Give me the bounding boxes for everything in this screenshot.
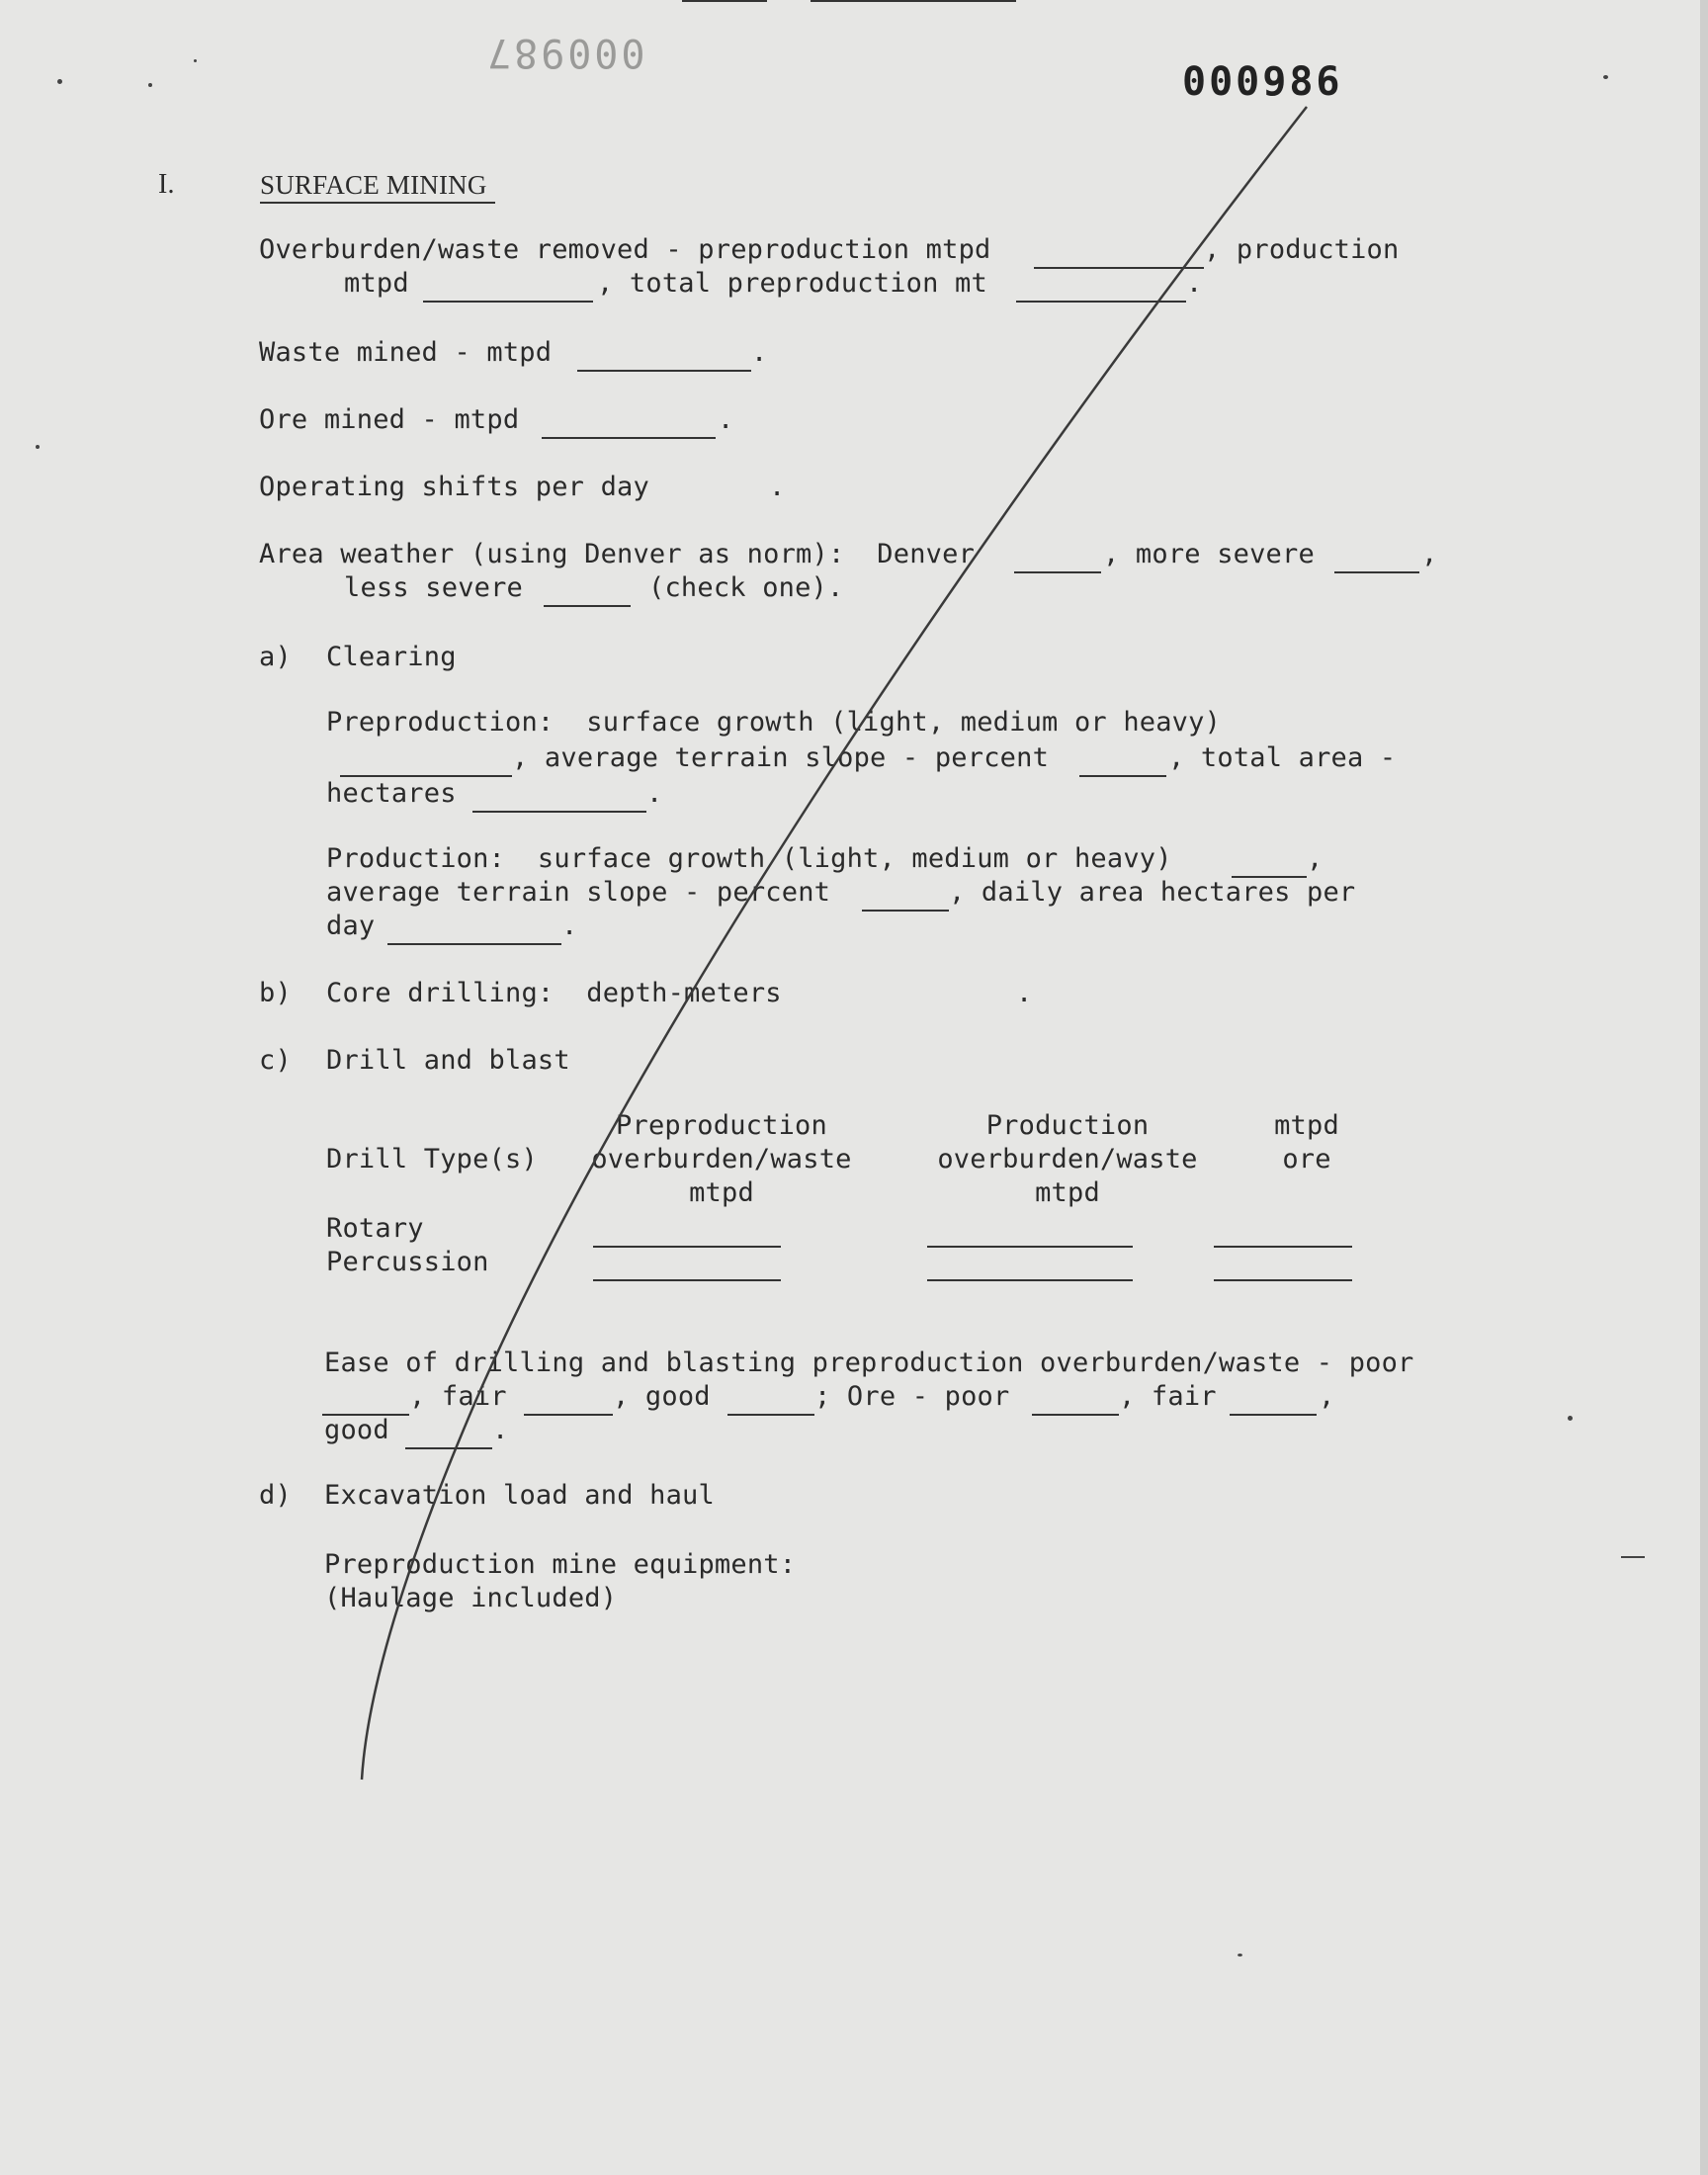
item-a-title: Clearing (326, 642, 457, 672)
scan-edge (1700, 0, 1708, 2175)
page-number-stamp: 000986 (1182, 59, 1343, 105)
period: . (718, 404, 734, 435)
equipment-line-1: Preproduction mine equipment: (324, 1549, 797, 1580)
item-d-title: Excavation load and haul (324, 1480, 715, 1511)
item-b-label: b) (259, 978, 292, 1008)
item-b-title: Core drilling: depth-meters (326, 978, 782, 1008)
comma: , (1421, 539, 1438, 569)
ease-line-2d: , fair (1119, 1381, 1217, 1412)
period: . (1186, 268, 1203, 299)
scan-speck (1603, 75, 1608, 79)
preproduction-line-2a: , average terrain slope - percent (512, 742, 1050, 773)
table-header-prod-3: mtpd (1035, 1177, 1100, 1208)
section-numeral: I. (158, 169, 175, 200)
overburden-line-1b: , production (1204, 234, 1400, 265)
ease-line-1: Ease of drilling and blasting preproduction overburden/waste - poor (324, 1348, 1414, 1378)
ease-line-2a: , fair (409, 1381, 507, 1412)
shifts-line: Operating shifts per day (259, 472, 649, 502)
waste-mined-line: Waste mined - mtpd (259, 337, 553, 368)
overburden-line-2a: mtpd (344, 268, 409, 299)
period: . (769, 472, 786, 502)
weather-line-1a: Area weather (using Denver as norm): Denver (259, 539, 976, 569)
scan-speck (36, 445, 40, 449)
scan-speck (57, 79, 62, 84)
period: . (751, 337, 768, 368)
table-header-prepro-3: mtpd (689, 1177, 754, 1208)
ease-line-2b: , good (613, 1381, 711, 1412)
mirrored-stamp: 000987 (484, 30, 645, 75)
table-header-prepro-2: overburden/waste (591, 1144, 852, 1174)
item-c-label: c) (259, 1045, 292, 1076)
item-d-label: d) (259, 1480, 292, 1511)
table-header-type: Drill Type(s) (326, 1144, 538, 1174)
table-header-ore-2: ore (1282, 1144, 1331, 1174)
equipment-line-2: (Haulage included) (324, 1583, 618, 1613)
overburden-line-1: Overburden/waste removed - preproduction mtpd (259, 234, 991, 265)
scan-speck (1621, 1556, 1645, 1558)
scan-speck (148, 83, 152, 87)
comma: , (1319, 1381, 1335, 1412)
scan-speck (194, 59, 197, 62)
item-a-label: a) (259, 642, 292, 672)
item-c-title: Drill and blast (326, 1045, 570, 1076)
table-header-prod-2: overburden/waste (937, 1144, 1198, 1174)
table-row-rotary: Rotary (326, 1213, 424, 1244)
ore-mined-line: Ore mined - mtpd (259, 404, 520, 435)
period: . (561, 911, 578, 941)
weather-line-1b: , more severe (1103, 539, 1315, 569)
table-header-prod-1: Production (985, 1110, 1150, 1141)
scan-speck (1568, 1416, 1573, 1421)
period: . (646, 778, 663, 809)
preproduction-line-3: hectares (326, 778, 457, 809)
weather-line-2a: less severe (344, 572, 524, 603)
preproduction-line-1: Preproduction: surface growth (light, medium or heavy) (326, 707, 1222, 738)
weather-line-2b: (check one). (648, 572, 844, 603)
overburden-line-2b: , total preproduction mt (597, 268, 987, 299)
production-line-2b: , daily area hectares per (949, 877, 1356, 908)
period: . (1016, 978, 1033, 1008)
table-row-percussion: Percussion (326, 1247, 489, 1277)
preproduction-line-2b: , total area - (1168, 742, 1397, 773)
section-title: SURFACE MINING (260, 170, 487, 200)
ease-line-2c: ; Ore - poor (814, 1381, 1010, 1412)
scan-speck (1238, 1954, 1242, 1957)
production-line-3: day (326, 911, 376, 941)
comma: , (1307, 843, 1324, 874)
period: . (492, 1415, 509, 1445)
ease-line-3: good (324, 1415, 389, 1445)
production-line-2a: average terrain slope - percent (326, 877, 831, 908)
production-line-1: Production: surface growth (light, medium or heavy) (326, 843, 1172, 874)
table-header-prepro-1: Preproduction (616, 1110, 827, 1141)
table-header-ore-1: mtpd (1274, 1110, 1339, 1141)
